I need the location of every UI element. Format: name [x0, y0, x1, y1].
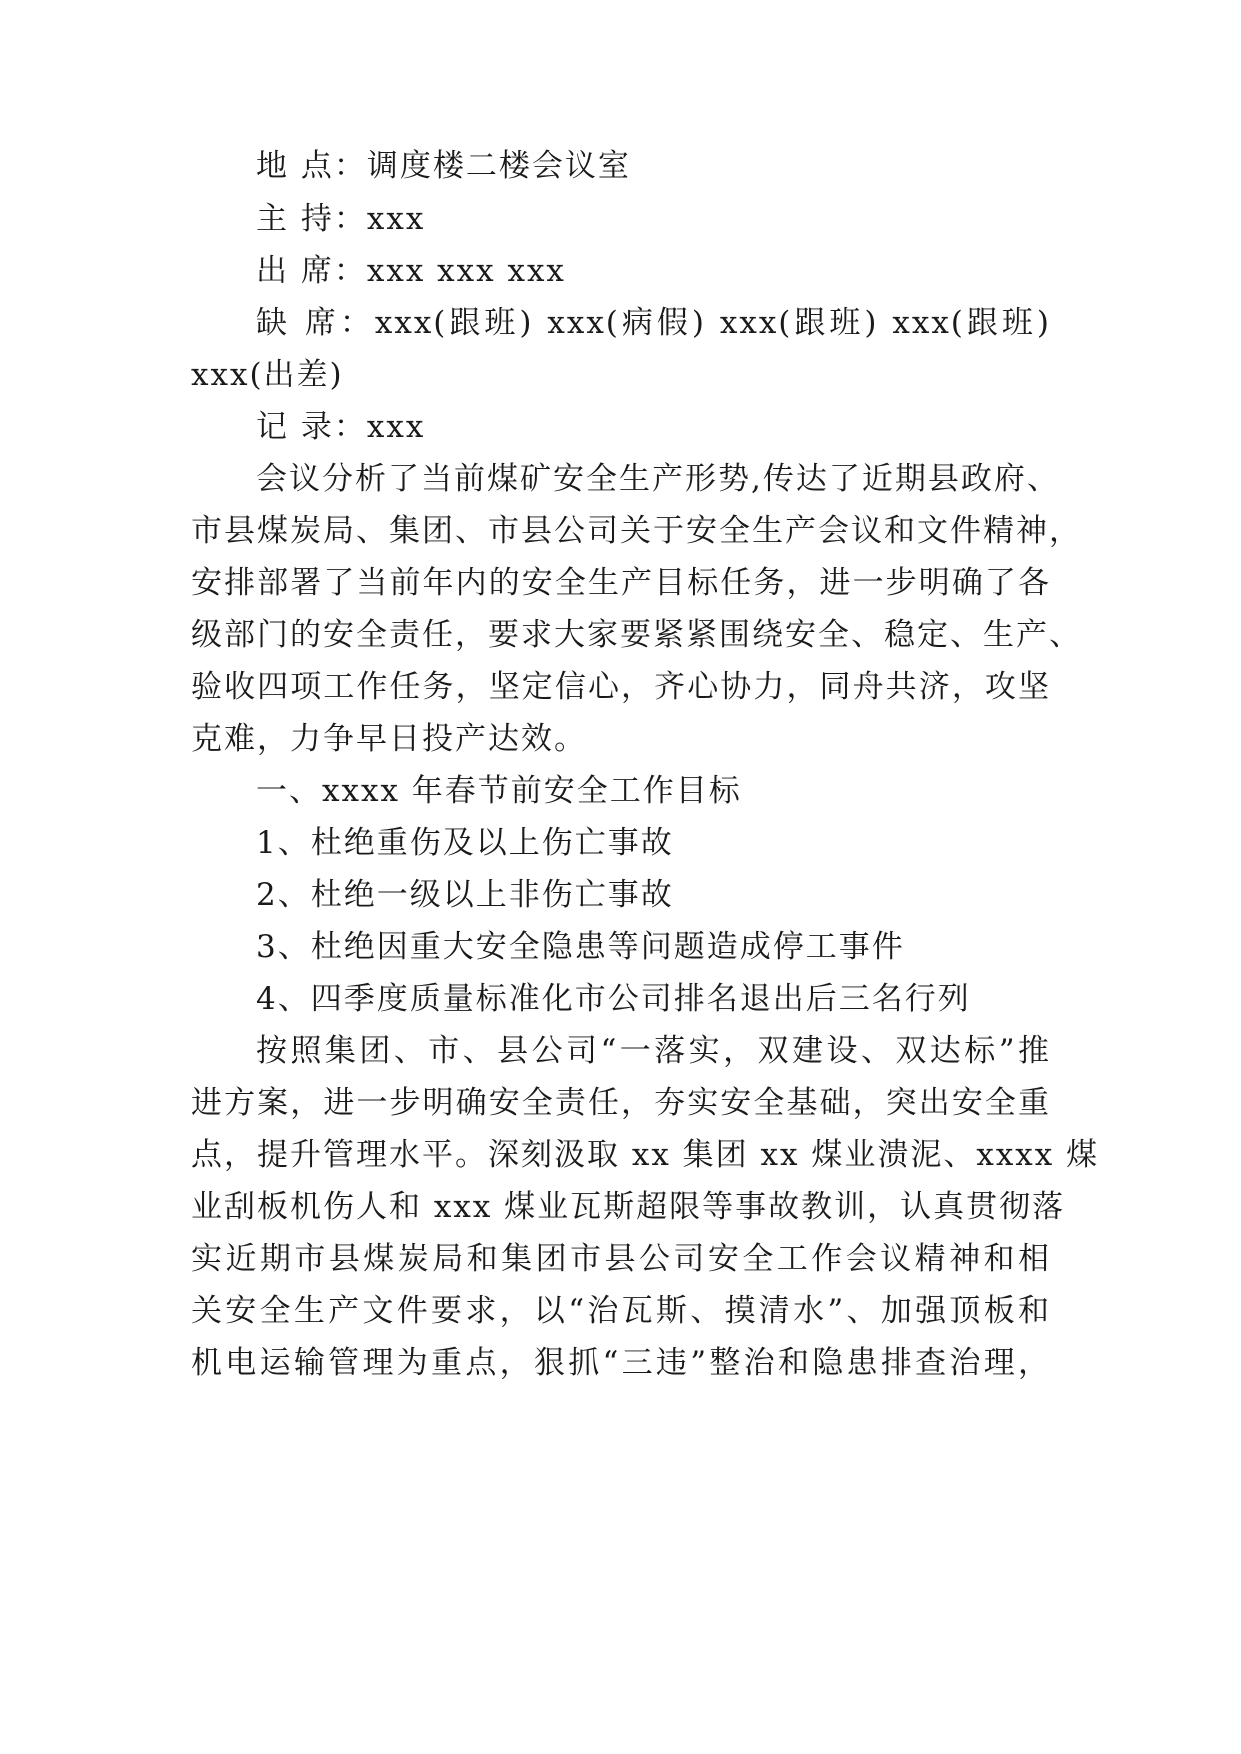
intro-paragraph-line: 市县煤炭局、集团、市县公司关于安全生产会议和文件精神， [191, 513, 1082, 549]
meeting-absent-line-1: 缺 席：xxx(跟班) xxx(病假) xxx(跟班) xxx(跟班) [256, 305, 1051, 341]
body-paragraph-line: 关安全生产文件要求，以“治瓦斯、摸清水”、加强顶板和 [191, 1293, 1051, 1329]
section-heading: 一、xxxx 年春节前安全工作目标 [256, 773, 742, 809]
meeting-recorder: 记 录：xxx [256, 409, 426, 445]
goal-item: 1、杜绝重伤及以上伤亡事故 [256, 825, 674, 861]
intro-paragraph-line: 验收四项工作任务，坚定信心，齐心协力，同舟共济，攻坚 [191, 669, 1051, 705]
intro-paragraph-line: 安排部署了当前年内的安全生产目标任务，进一步明确了各 [191, 565, 1051, 601]
intro-paragraph-line: 级部门的安全责任，要求大家要紧紧围绕安全、稳定、生产、 [191, 617, 1082, 653]
body-paragraph-line: 机电运输管理为重点，狠抓“三违”整治和隐患排查治理， [191, 1345, 1051, 1381]
body-paragraph-line: 按照集团、市、县公司“一落实，双建设、双达标”推 [256, 1033, 1051, 1069]
goal-item: 3、杜绝因重大安全隐患等问题造成停工事件 [256, 929, 905, 965]
meeting-absent-line-2: xxx(出差) [191, 357, 344, 393]
body-paragraph-line: 业刮板机伤人和 xxx 煤业瓦斯超限等事故教训，认真贯彻落 [191, 1189, 1066, 1225]
goal-item: 2、杜绝一级以上非伤亡事故 [256, 877, 674, 913]
body-paragraph-line: 进方案，进一步明确安全责任，夯实安全基础，突出安全重 [191, 1085, 1051, 1121]
body-paragraph-line: 点，提升管理水平。深刻汲取 xx 集团 xx 煤业溃泥、xxxx 煤 [191, 1137, 1100, 1173]
meeting-host: 主 持：xxx [256, 201, 426, 237]
meeting-location: 地 点：调度楼二楼会议室 [256, 148, 631, 184]
meeting-attendees: 出 席：xxx xxx xxx [256, 253, 566, 289]
body-paragraph-line: 实近期市县煤炭局和集团市县公司安全工作会议精神和相 [191, 1241, 1051, 1277]
intro-paragraph-line: 克难，力争早日投产达效。 [191, 721, 587, 757]
goal-item: 4、四季度质量标准化市公司排名退出后三名行列 [256, 981, 971, 1017]
intro-paragraph-line: 会议分析了当前煤矿安全生产形势,传达了近期县政府、 [256, 461, 1060, 497]
